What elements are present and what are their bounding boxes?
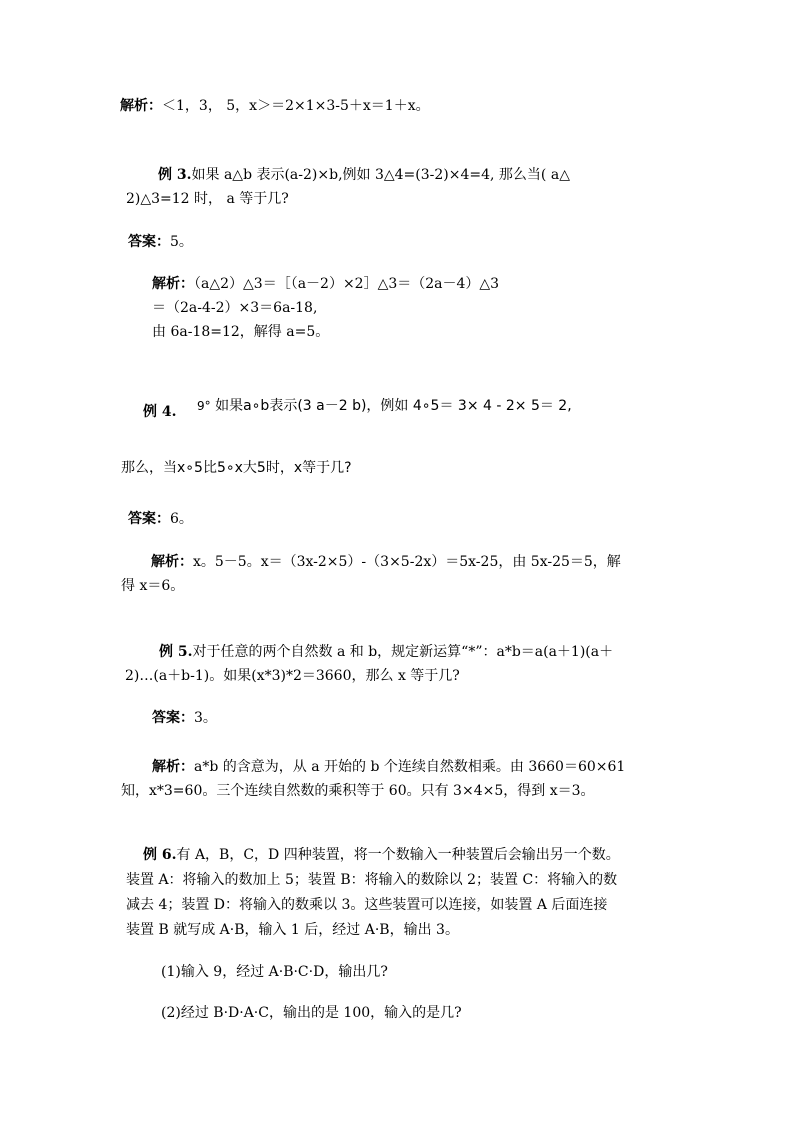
- analysis-label: 解析：: [120, 98, 162, 114]
- example-5-analysis-line-2: [121, 781, 595, 801]
- example-6-question-line-4: [126, 920, 459, 940]
- answer-text: 5。: [170, 234, 193, 250]
- question-text: 如果 a△b 表示(a-2)×b,例如 3△4=(3-2)×4=4, 那么当( a△: [191, 167, 570, 183]
- example-3-answer: [128, 232, 193, 252]
- analysis-text: 知，x*3=60。三个连续自然数的乘积等于 60。只有 3×4×5，得到 x＝3。: [121, 783, 595, 799]
- analysis-text: x。5－5。x＝（3x-2×5）-（3×5-2x）＝5x-25，由 5x-25＝5，解: [193, 554, 621, 570]
- question-text: 2)△3=12 时， a 等于几?: [126, 191, 289, 207]
- example-4-label: [143, 402, 177, 422]
- answer-label: 答案：: [152, 710, 194, 726]
- example-4-answer: [128, 509, 193, 529]
- subquestion-text: (2)经过 B·D·A·C，输出的是 100，输入的是几?: [161, 1005, 462, 1021]
- example-4-question-line-2: [121, 458, 352, 478]
- answer-text: 3。: [194, 710, 217, 726]
- example-6-question-line-3: [126, 895, 607, 915]
- example-label: 例 4.: [143, 404, 177, 420]
- example-5-question-line-2: [125, 666, 460, 686]
- example-label: 例 6.: [143, 847, 177, 863]
- analysis-text: （a△2）△3＝［（a－2）×2］△3＝（2a－4）△3: [194, 276, 500, 292]
- subquestion-text: (1)输入 9，经过 A·B·C·D，输出几?: [161, 964, 388, 980]
- analysis-label: 解析：: [152, 276, 194, 292]
- analysis-label: 解析：: [152, 759, 194, 775]
- analysis-text: 由 6a-18=12，解得 a=5。: [152, 324, 330, 340]
- example-3-question-line-1: [158, 165, 570, 185]
- analysis-label: 解析：: [151, 554, 193, 570]
- example-label: 例 5.: [159, 644, 193, 660]
- example-5-analysis-line-1: [152, 757, 625, 777]
- answer-label: 答案：: [128, 234, 170, 250]
- example-3-analysis-line-2: [152, 298, 317, 318]
- question-text: 有 A，B，C，D 四种装置，将一个数输入一种装置后会输出另一个数。: [176, 847, 620, 863]
- analysis-text: a*b 的含意为，从 a 开始的 b 个连续自然数相乘。由 3660＝60×61: [194, 759, 626, 775]
- question-text: 那么，当x∘5比5∘x大5时，x等于几?: [121, 460, 352, 476]
- example-5-answer: [152, 708, 217, 728]
- question-text: 减去 4；装置 D：将输入的数乘以 3。这些装置可以连接，如装置 A 后面连接: [126, 897, 608, 913]
- analysis-text: ＝（2a-4-2）×3＝6a-18,: [152, 300, 318, 316]
- example-5-question-line-1: [159, 642, 613, 662]
- analysis-text: 得 x＝6。: [121, 578, 185, 594]
- example-6-question-line-2: [126, 870, 617, 890]
- question-text: 2)…(a＋b-1)。如果(x*3)*2＝3660，那么 x 等于几?: [125, 668, 460, 684]
- example-4-question-line-1: [197, 396, 572, 416]
- example-3-analysis-line-3: [152, 322, 329, 342]
- answer-text: 6。: [170, 511, 193, 527]
- example-6-question-line-1: [143, 845, 620, 865]
- question-text: 装置 B 就写成 A·B，输入 1 后，经过 A·B，输出 3。: [126, 922, 459, 938]
- superscript-marker: 9°: [197, 399, 211, 413]
- example-4-analysis-line-2: [121, 576, 184, 596]
- question-text: 对于任意的两个自然数 a 和 b，规定新运算“*”：a*b＝a(a＋1)(a＋: [192, 644, 614, 660]
- example-4-analysis-line-1: [151, 552, 621, 572]
- analysis-line-1: [120, 96, 430, 116]
- example-6-subquestion-2: [161, 1003, 462, 1023]
- example-3-question-line-2: [126, 189, 289, 209]
- example-3-analysis-line-1: [152, 274, 499, 294]
- answer-label: 答案：: [128, 511, 170, 527]
- question-text: 装置 A：将输入的数加上 5；装置 B：将输入的数除以 2；装置 C：将输入的数: [126, 872, 618, 888]
- question-text: 如果a∘b表示(3 a－2 b)，例如 4∘5＝ 3× 4 - 2× 5＝ 2,: [215, 398, 572, 414]
- example-label: 例 3.: [158, 167, 192, 183]
- analysis-text: ＜1，3， 5，x＞＝2×1×3-5＋x＝1＋x。: [162, 98, 430, 114]
- example-6-subquestion-1: [161, 962, 388, 982]
